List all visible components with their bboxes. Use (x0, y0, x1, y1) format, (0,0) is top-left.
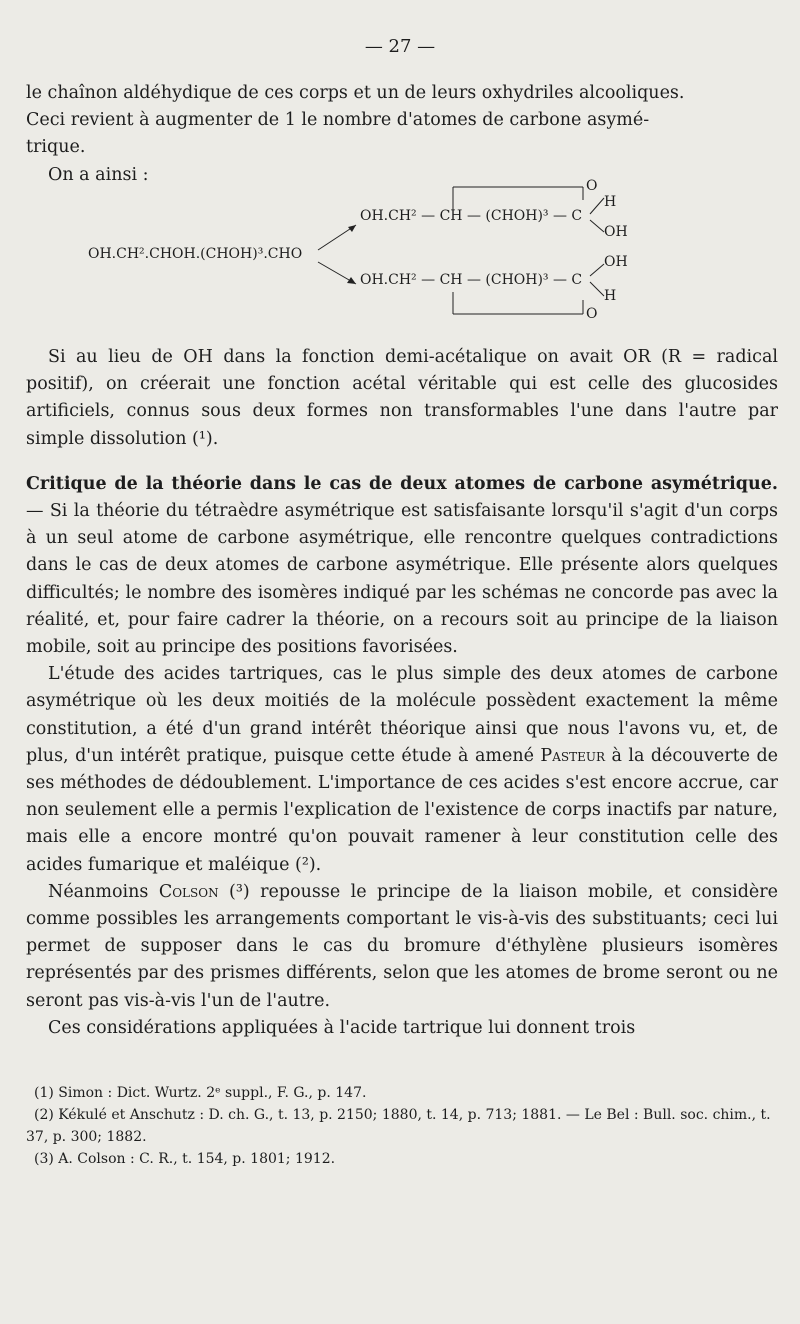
formula-top-hydroxyl: OH (604, 224, 628, 240)
colson-text-1: Néanmoins (48, 881, 159, 902)
formula-bottom-chain: OH.CH² — CH — (CHOH)³ — C (360, 272, 583, 288)
paragraph-critique (26, 471, 778, 661)
footnote-1: (1) Simon : Dict. Wurtz. 2ᵉ suppl., F. G., p. 147. (34, 1085, 367, 1101)
footnote-2: (2) Kékulé et Anschutz : D. ch. G., t. 13, p. 2150; 1880, t. 14, p. 713; 1881. — Le Bel : Bull. soc. chim., t. 37, p. 300; 1882. (26, 1107, 771, 1145)
formula-bottom-oxygen: O (586, 306, 598, 322)
chemical-formula-diagram (0, 170, 800, 330)
paragraph-tartrique (26, 661, 778, 879)
footnote-3: (3) A. Colson : C. R., t. 154, p. 1801; 1912. (34, 1151, 336, 1167)
colson-text-2: (³) repousse le principe de la liaison mobile, et considère comme possibles les arrangements comportant le vis-à-vis des substituants; ceci lui permet de supposer dans le cas du bromure d'éthylène plusieurs isomères représentés par des prismes différents, selon que les atomes de brome seront ou ne seront pas vis-à-vis l'un de l'autre. (26, 881, 779, 1011)
intro-line: trique. (26, 137, 86, 158)
formula-top-oxygen: O (586, 178, 598, 194)
tartrique-text-2: à la découverte de ses méthodes de dédoublement. L'importance de ces acides s'est encore accrue, car non seulement elle a permis l'explication de l'existence de corps inactifs par nature, mais elle a encore montré qu'on pouvait ramener à leur constitution celle des acides fumarique et maléique (²). (26, 745, 779, 875)
formula-top-chain: OH.CH² — CH — (CHOH)³ — C (360, 208, 583, 224)
author-pasteur: Pasteur (540, 745, 605, 766)
on-a-ainsi-line: On a ainsi : (48, 164, 149, 185)
footnotes (26, 1082, 778, 1170)
author-colson: Colson (158, 881, 219, 902)
intro-line: le chaînon aldéhydique de ces corps et un de leurs oxhydriles alcooliques. (26, 83, 685, 103)
formula-top-hydrogen: H (604, 194, 617, 210)
formula-bottom-hydroxyl: OH (604, 254, 628, 270)
paragraph-acetal: Si au lieu de OH dans la fonction demi-acétalique on avait OR (R = radical positif), on créerait une fonction acétal véritable qui est celle des glucosides artificiels, connus sous deux formes non transformables l'une dans l'autre par simple dissolution (¹). (26, 347, 778, 449)
formula-bottom-hydrogen: H (604, 288, 617, 304)
formula-left: OH.CH².CHOH.(CHOH)³.CHO (88, 246, 303, 262)
section-heading: Critique de la théorie dans le cas de deux atomes de carbone asymétrique. (26, 473, 778, 494)
page-number: — 27 — (364, 36, 436, 57)
main-text (26, 344, 778, 1042)
intro-line: Ceci revient à augmenter de 1 le nombre d'atomes de carbone asymé- (26, 110, 650, 131)
tartrique-text-1: L'étude des acides tartriques, cas le plus simple des deux atomes de carbone asymétrique où les deux moitiés de la molécule possèdent exactement la même constitution, a été d'un grand intérêt théorique ainsi que nous l'avons vu, et, de plus, d'un intérêt pratique, puisque cette étude à amené (26, 664, 778, 766)
paragraph-considerations: Ces considérations appliquées à l'acide tartrique lui donnent trois (48, 1017, 636, 1038)
paragraph-colson (26, 879, 778, 1015)
critique-text: — Si la théorie du tétraèdre asymétrique est satisfaisante lorsqu'il s'agit d'un corps à un seul atome de carbone asymétrique, elle rencontre quelques contradictions dans le cas de deux atomes de carbone asymétrique. Elle présente alors quelques difficultés; le nombre des isomères indiqué par les schémas ne concorde pas avec la réalité, et, pour faire cadrer la théorie, on a recours soit au principe de la liaison mobile, soit au principe des positions favorisées. (26, 501, 778, 658)
